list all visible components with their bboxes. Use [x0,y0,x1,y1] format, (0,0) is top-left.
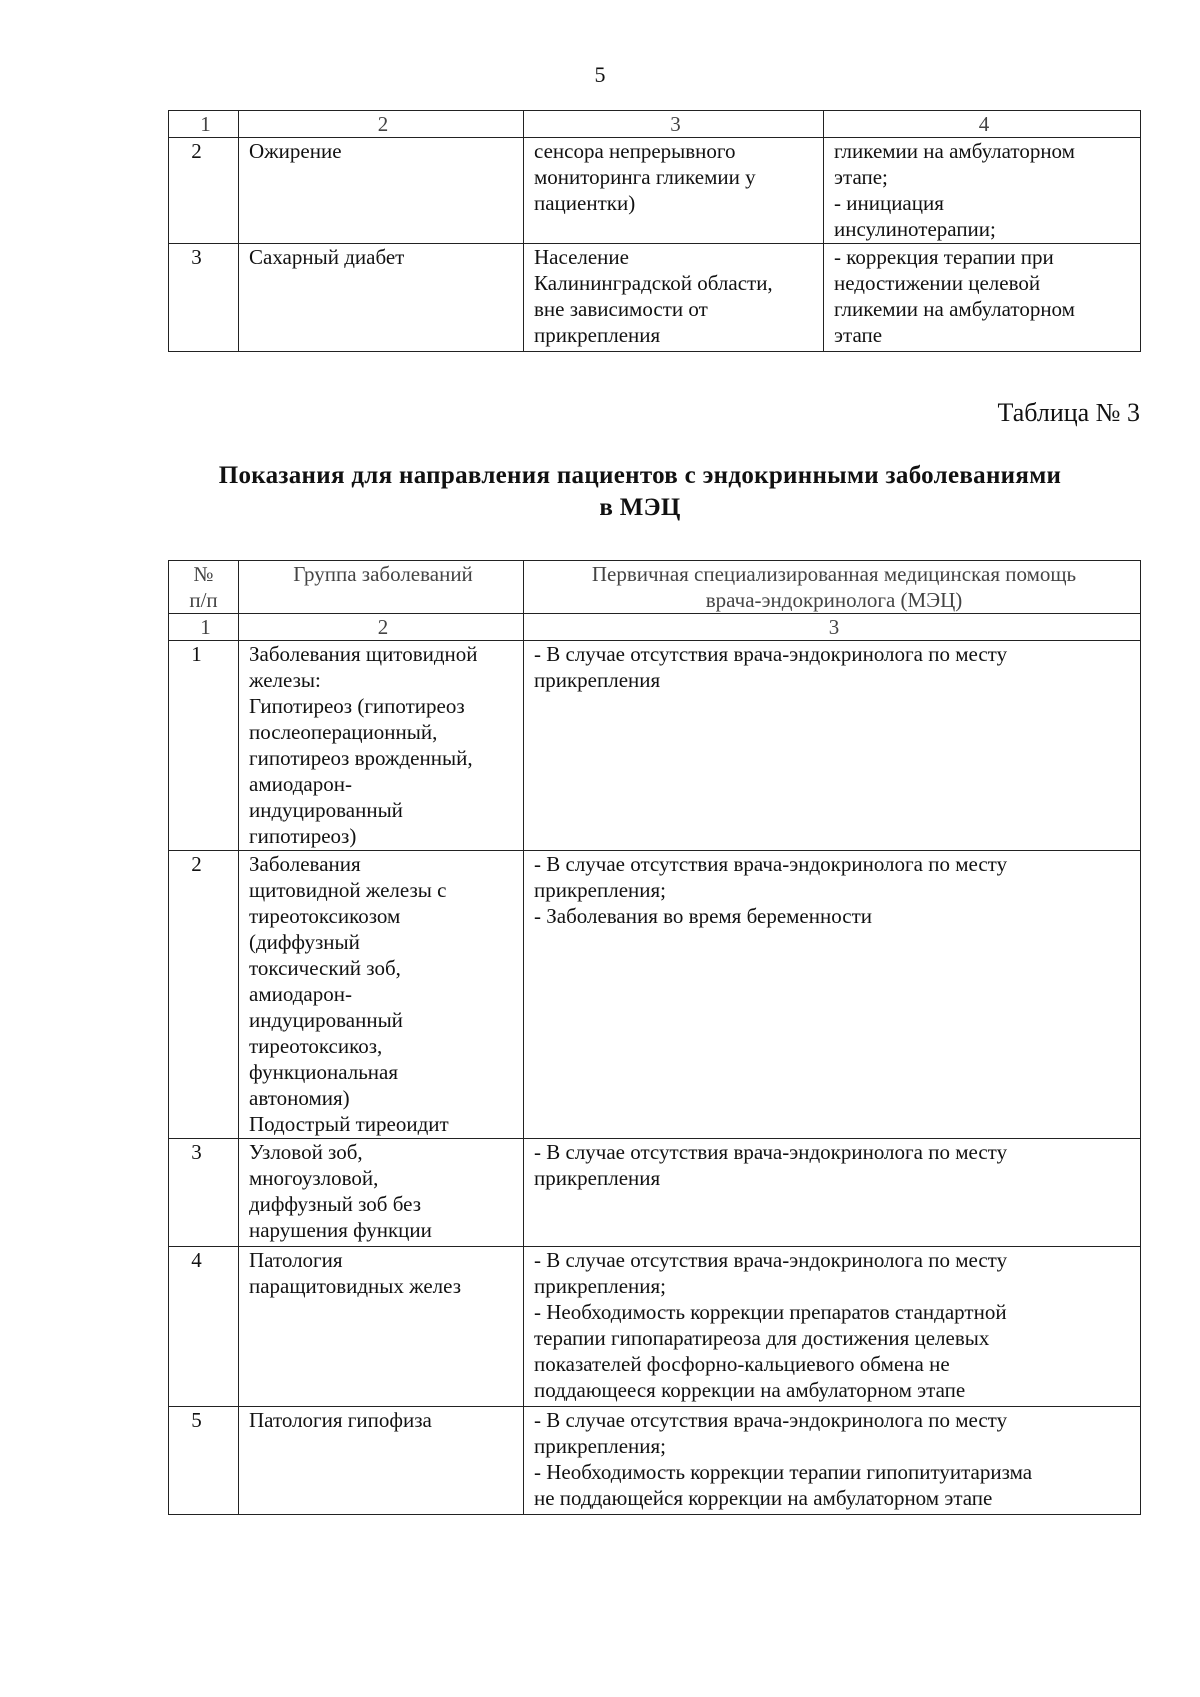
cell-line: тиреотоксикозом [249,904,401,928]
cell-line: вне зависимости от [534,297,708,321]
col-number-2: 2 [239,614,524,641]
cell-line: щитовидной железы с [249,878,447,902]
table-row [169,1247,1141,1407]
cell-line: прикрепления [534,1166,661,1190]
indications-table [168,560,1141,1515]
column-number-row [169,614,1141,641]
cell-line: терапии гипопаратиреоза для достижения целевых [534,1326,990,1350]
cell-line: мониторинга гликемии у [534,165,756,189]
population-cell [524,138,824,244]
group-cell [239,1247,524,1407]
cell-line: послеоперационный, [249,720,438,744]
group-cell [239,1139,524,1247]
col-header-3: 3 [524,111,824,138]
cell-line: - В случае отсутствия врача-эндокринолога по месту [534,1140,1008,1164]
cell-line: амиодарон- [249,772,352,796]
cell-line: Заболевания [249,852,361,876]
cell-line: недостижении целевой [834,271,1041,295]
table-row [169,138,1141,244]
title-line: Показания для направления пациентов с эндокринными заболеваниями [218,462,1062,489]
group-cell [239,244,524,352]
cell-line: - В случае отсутствия врача-эндокринолога по месту [534,1408,1008,1432]
care-cell [524,641,1141,851]
head-group [239,561,524,614]
row-number: 1 [169,641,239,851]
cell-line: токсический зоб, [249,956,401,980]
cell-line: - Необходимость коррекции терапии гипопитуитаризма [534,1460,1033,1484]
cell-line: этапе; [834,165,888,189]
table-row [169,641,1141,851]
title-line: в МЭЦ [599,494,681,521]
cell-line: гипотиреоз) [249,824,357,848]
cell-line: Патология [249,1248,343,1272]
cell-line: Ожирение [249,139,342,163]
row-number: 3 [169,1139,239,1247]
cell-line: - инициация [834,191,944,215]
cell-line: прикрепления [534,323,661,347]
indications-cell [824,244,1141,352]
group-cell [239,641,524,851]
cell-line: железы: [249,668,321,692]
cell-line: прикрепления; [534,878,667,902]
cell-line: сенсора непрерывного [534,139,736,163]
cell-line: - Необходимость коррекции препаратов стандартной [534,1300,1007,1324]
cell-line: - В случае отсутствия врача-эндокринолога по месту [534,1248,1008,1272]
cell-line: гликемии на амбулаторном [834,297,1075,321]
cell-line: этапе [834,323,883,347]
population-cell [524,244,824,352]
cell-line: Заболевания щитовидной [249,642,478,666]
cell-line: пациентки) [534,191,636,215]
cell-line: прикрепления; [534,1274,667,1298]
group-cell [239,138,524,244]
cell-line: Патология гипофиза [249,1408,432,1432]
cell-line: индуцированный [249,798,403,822]
table-row [169,1407,1141,1515]
cell-line: индуцированный [249,1008,403,1032]
head-line: врача-эндокринолога (МЭЦ) [705,588,963,612]
table-head-row [169,561,1141,614]
care-cell [524,1247,1141,1407]
care-cell [524,851,1141,1139]
cell-line: функциональная [249,1060,399,1084]
cell-line: прикрепления [534,668,661,692]
group-cell [239,851,524,1139]
care-cell [524,1139,1141,1247]
row-number: 2 [169,851,239,1139]
cell-line: не поддающейся коррекции на амбулаторном этапе [534,1486,993,1510]
row-number: 5 [169,1407,239,1515]
cell-line: Подострый тиреоидит [249,1112,449,1136]
group-cell [239,1407,524,1515]
head-line: Первичная специализированная медицинская помощь [591,562,1077,586]
cell-line: (диффузный [249,930,360,954]
col-number-3: 3 [524,614,1141,641]
cell-line: Население [534,245,629,269]
col-header-4: 4 [824,111,1141,138]
row-number: 3 [169,244,239,352]
table-row [169,851,1141,1139]
cell-line: диффузный зоб без [249,1192,422,1216]
page-number: 5 [594,62,606,87]
cell-line: многоузловой, [249,1166,379,1190]
table-continued [168,110,1141,352]
cell-line: Узловой зоб, [249,1140,363,1164]
table-row [169,244,1141,352]
cell-line: - коррекция терапии при [834,245,1054,269]
head-line: № [193,562,214,586]
cell-line: - Заболевания во время беременности [534,904,872,928]
cell-line: - В случае отсутствия врача-эндокринолога по месту [534,642,1008,666]
table-header-row [169,111,1141,138]
cell-line: паращитовидных желез [249,1274,462,1298]
cell-line: показателей фосфорно-кальциевого обмена не [534,1352,950,1376]
table-row [169,1139,1141,1247]
head-care [524,561,1141,614]
indications-cell [824,138,1141,244]
care-cell [524,1407,1141,1515]
cell-line: Гипотиреоз (гипотиреоз [249,694,465,718]
head-line: Группа заболеваний [293,562,473,586]
col-number-1: 1 [169,614,239,641]
head-number [169,561,239,614]
col-header-1: 1 [169,111,239,138]
cell-line: - В случае отсутствия врача-эндокринолога по месту [534,852,1008,876]
cell-line: Калининградской области, [534,271,773,295]
row-number: 4 [169,1247,239,1407]
col-header-2: 2 [239,111,524,138]
cell-line: гипотиреоз врожденный, [249,746,473,770]
cell-line: Сахарный диабет [249,245,405,269]
table-caption: Таблица № 3 [997,398,1140,427]
cell-line: прикрепления; [534,1434,667,1458]
cell-line: инсулинотерапии; [834,217,996,241]
cell-line: нарушения функции [249,1218,432,1242]
cell-line: гликемии на амбулаторном [834,139,1075,163]
head-line: п/п [189,588,218,612]
cell-line: автономия) [249,1086,350,1110]
table-title [150,460,1130,524]
cell-line: тиреотоксикоз, [249,1034,383,1058]
row-number: 2 [169,138,239,244]
cell-line: поддающееся коррекции на амбулаторном этапе [534,1378,966,1402]
cell-line: амиодарон- [249,982,352,1006]
